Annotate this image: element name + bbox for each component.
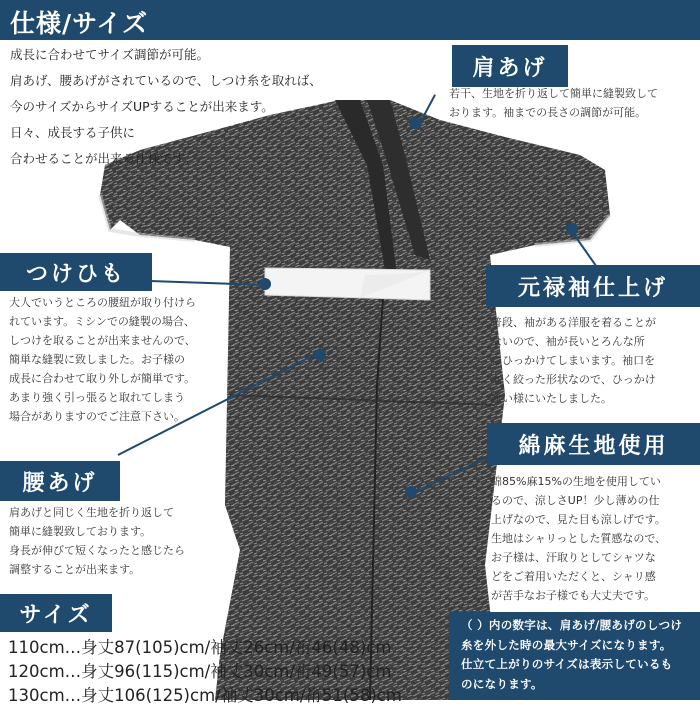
genroku-line: にひっかけてしまいます。袖口を [491, 354, 656, 367]
intro-line: 日々、成長する子供に [10, 125, 136, 140]
tsukehimo-line: 成長に合わせて取り外しが簡単です。 [9, 372, 196, 385]
menasa-line: るので、涼しさUP！少し薄めの仕 [491, 494, 660, 507]
note-line: （ ）内の数字は、肩あげ/腰あげのしつけ [461, 618, 683, 632]
menasa-marker [405, 486, 417, 498]
page-title: 仕様/サイズ [10, 9, 149, 38]
intro-line: 合わせることが出来る仕様です。 [10, 151, 197, 166]
tsukehimo-line: 大人でいうところの腰紐が取り付けら [9, 296, 196, 309]
tsukehimo-tag: つけひも [0, 253, 152, 291]
menasa-line: 生地はシャリっとした質感なので、 [491, 532, 667, 545]
koshi-age-description [9, 503, 244, 579]
genroku-description [491, 313, 700, 408]
intro-line: 今のサイズからサイズUPすることが出来ます。 [10, 99, 274, 114]
kata-age-tag: 肩あげ [452, 45, 568, 87]
size-tag: サイズ [0, 594, 112, 632]
menasa-line: どをご着用いただくと、シャリ感 [491, 570, 656, 583]
menasa-line: 上げなので、見た目も涼しげです。 [491, 513, 666, 526]
menasa-line: が苦手なお子様でも大丈夫です。 [491, 589, 656, 602]
note-line: 仕立て上がりのサイズは表示しているも [461, 657, 673, 671]
tsukehimo-line: 場合がありますのでご注意下さい。 [9, 410, 185, 423]
menasa-tag: 綿麻生地使用 [487, 423, 700, 465]
intro-line: 肩あげ、腰あげがされているので、しつけ糸を取れば、 [10, 73, 322, 88]
intro-line: 成長に合わせてサイズ調節が可能。 [10, 47, 210, 62]
genroku-tag: 元禄袖仕上げ [486, 265, 700, 307]
koshi-age-tag: 腰あげ [0, 461, 120, 501]
koshi-age-line: 調整することが出来ます。 [9, 563, 141, 576]
size-note-box [449, 612, 700, 700]
note-line: 糸を外した時の最大サイズになります。 [461, 637, 672, 652]
tsukehimo-line: れています。ミシンでの縫製の場合、 [9, 315, 195, 328]
menasa-line: お子様は、汗取りとしてシャツな [491, 551, 656, 564]
tsukehimo-line: 簡単な縫製に致しました。お子様の [9, 353, 185, 366]
kata-age-line: おります。袖までの長さの調節が可能。 [449, 106, 647, 119]
intro-text [10, 42, 370, 172]
genroku-line: 普段、袖がある洋服を着ることが [491, 316, 656, 329]
menasa-line: 綿85%麻15%の生地を使用してい [491, 475, 661, 488]
kata-age-line: 若干、生地を折り返して簡単に縫製致して [449, 87, 658, 100]
tsukehimo-marker [259, 278, 271, 290]
koshi-age-line: 肩あげと同じく生地を折り返して [9, 506, 174, 519]
genroku-marker [566, 223, 578, 235]
genroku-line: ないので、袖が長いとろんな所 [491, 335, 645, 348]
size-row-110: 110cm…身丈87(105)cm/袖丈26cm/裄46(48)cm [8, 638, 392, 657]
koshi-age-line: 簡単に縫製致しております。 [9, 525, 152, 538]
tsukehimo-line: あまり強く引っ張ると取れてしまう [9, 391, 185, 404]
genroku-line: 難い様にいたしました。 [491, 392, 612, 405]
size-row-120: 120cm…身丈96(115)cm/袖丈30cm/裄49(57)cm [8, 662, 392, 681]
size-table [8, 636, 448, 708]
kata-age-description [449, 84, 699, 122]
tsukehimo-line: しつけを取ることが出来ませんので、 [9, 334, 196, 347]
note-line: のになります。 [461, 676, 543, 691]
size-row-130: 130cm…身丈106(125)cm/袖丈30cm/裄51(58)cm [8, 686, 402, 705]
genroku-line: 丸く絞った形状なので、ひっかけ [491, 373, 656, 386]
koshi-age-line: 身長が伸びて短くなったと感じたら [9, 544, 185, 557]
koshi-age-marker [314, 349, 326, 361]
kata-age-marker [409, 117, 421, 129]
menasa-description [491, 472, 700, 605]
